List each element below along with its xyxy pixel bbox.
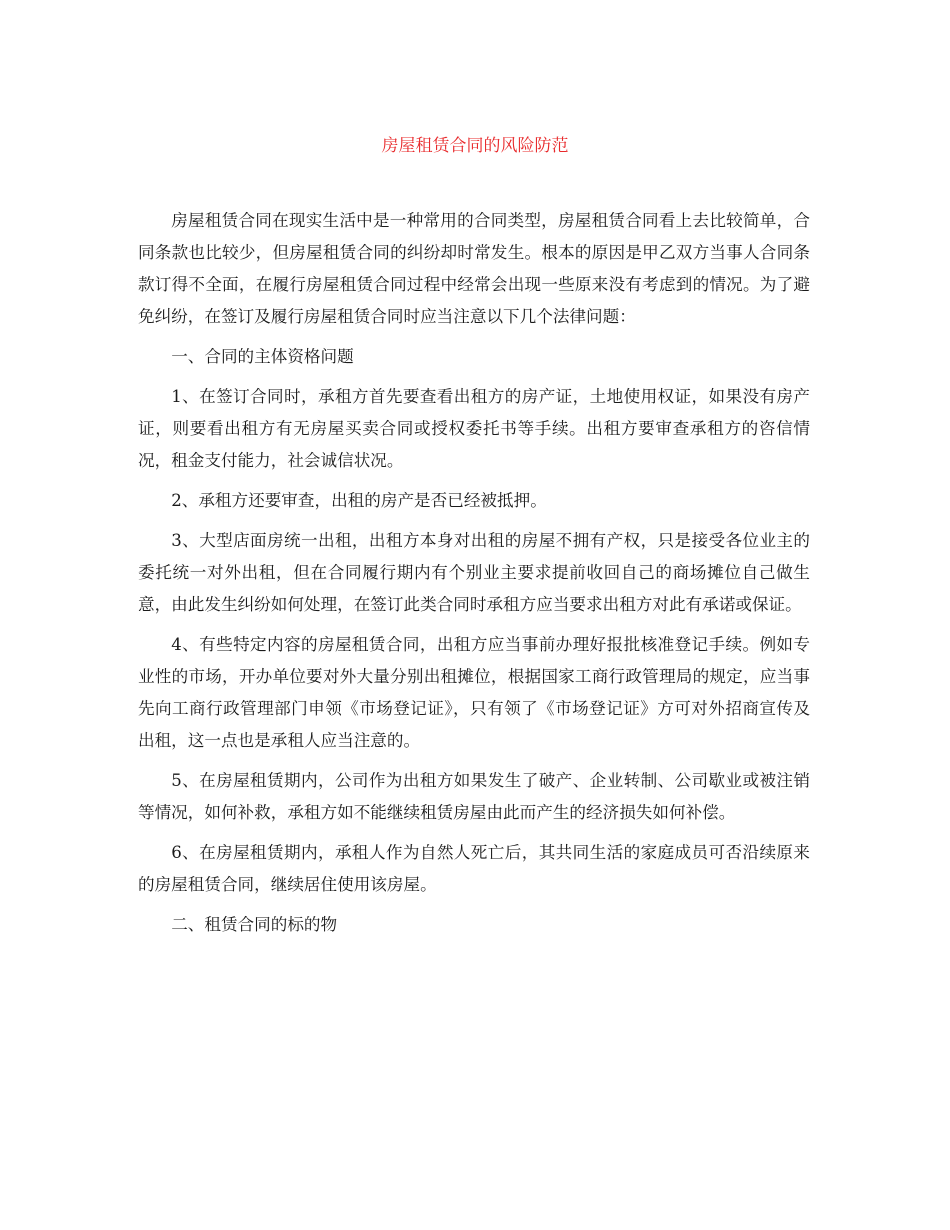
- paragraph-item-6: 6、在房屋租赁期内，承租人作为自然人死亡后，其共同生活的家庭成员可否沿续原来的房屋租赁合同，继续居住使用该房屋。: [138, 843, 810, 894]
- document-body: [138, 205, 810, 949]
- paragraph-intro: 房屋租赁合同在现实生活中是一种常用的合同类型，房屋租赁合同看上去比较简单，合同条款也比较少，但房屋租赁合同的纠纷却时常发生。根本的原因是甲乙双方当事人合同条款订得不全面，在履行房屋租赁合同过程中经常会出现一些原来没有考虑到的情况。为了避免纠纷，在签订及履行房屋租赁合同时应当注意以下几个法律问题：: [138, 211, 810, 326]
- paragraph-item-4: 4、有些特定内容的房屋租赁合同，出租方应当事前办理好报批核准登记手续。例如专业性的市场，开办单位要对外大量分别出租摊位，根据国家工商行政管理局的规定，应当事先向工商行政管理部门申领《市场登记证》，只有领了《市场登记证》方可对外招商宣传及出租，这一点也是承租人应当注意的。: [138, 635, 810, 750]
- paragraph-item-5: 5、在房屋租赁期内，公司作为出租方如果发生了破产、企业转制、公司歇业或被注销等情况，如何补救，承租方如不能继续租赁房屋由此而产生的经济损失如何补偿。: [138, 771, 810, 822]
- section-heading-2: 二、租赁合同的标的物: [171, 915, 338, 934]
- document-title: 房屋租赁合同的风险防范: [381, 136, 569, 156]
- paragraph-item-2: 2、承租方还要审查，出租的房产是否已经被抵押。: [171, 491, 547, 510]
- paragraph-item-3: 3、大型店面房统一出租，出租方本身对出租的房屋不拥有产权，只是接受各位业主的委托统一对外出租，但在合同履行期内有个别业主要求提前收回自己的商场摊位自己做生意，由此发生纠纷如何处理，在签订此类合同时承租方应当要求出租方对此有承诺或保证。: [138, 531, 810, 614]
- paragraph-item-1: 1、在签订合同时，承租方首先要查看出租方的房产证，土地使用权证，如果没有房产证，则要看出租方有无房屋买卖合同或授权委托书等手续。出租方要审查承租方的咨信情况，租金支付能力，社会诚信状况。: [138, 387, 810, 470]
- section-heading-1: 一、合同的主体资格问题: [171, 347, 354, 366]
